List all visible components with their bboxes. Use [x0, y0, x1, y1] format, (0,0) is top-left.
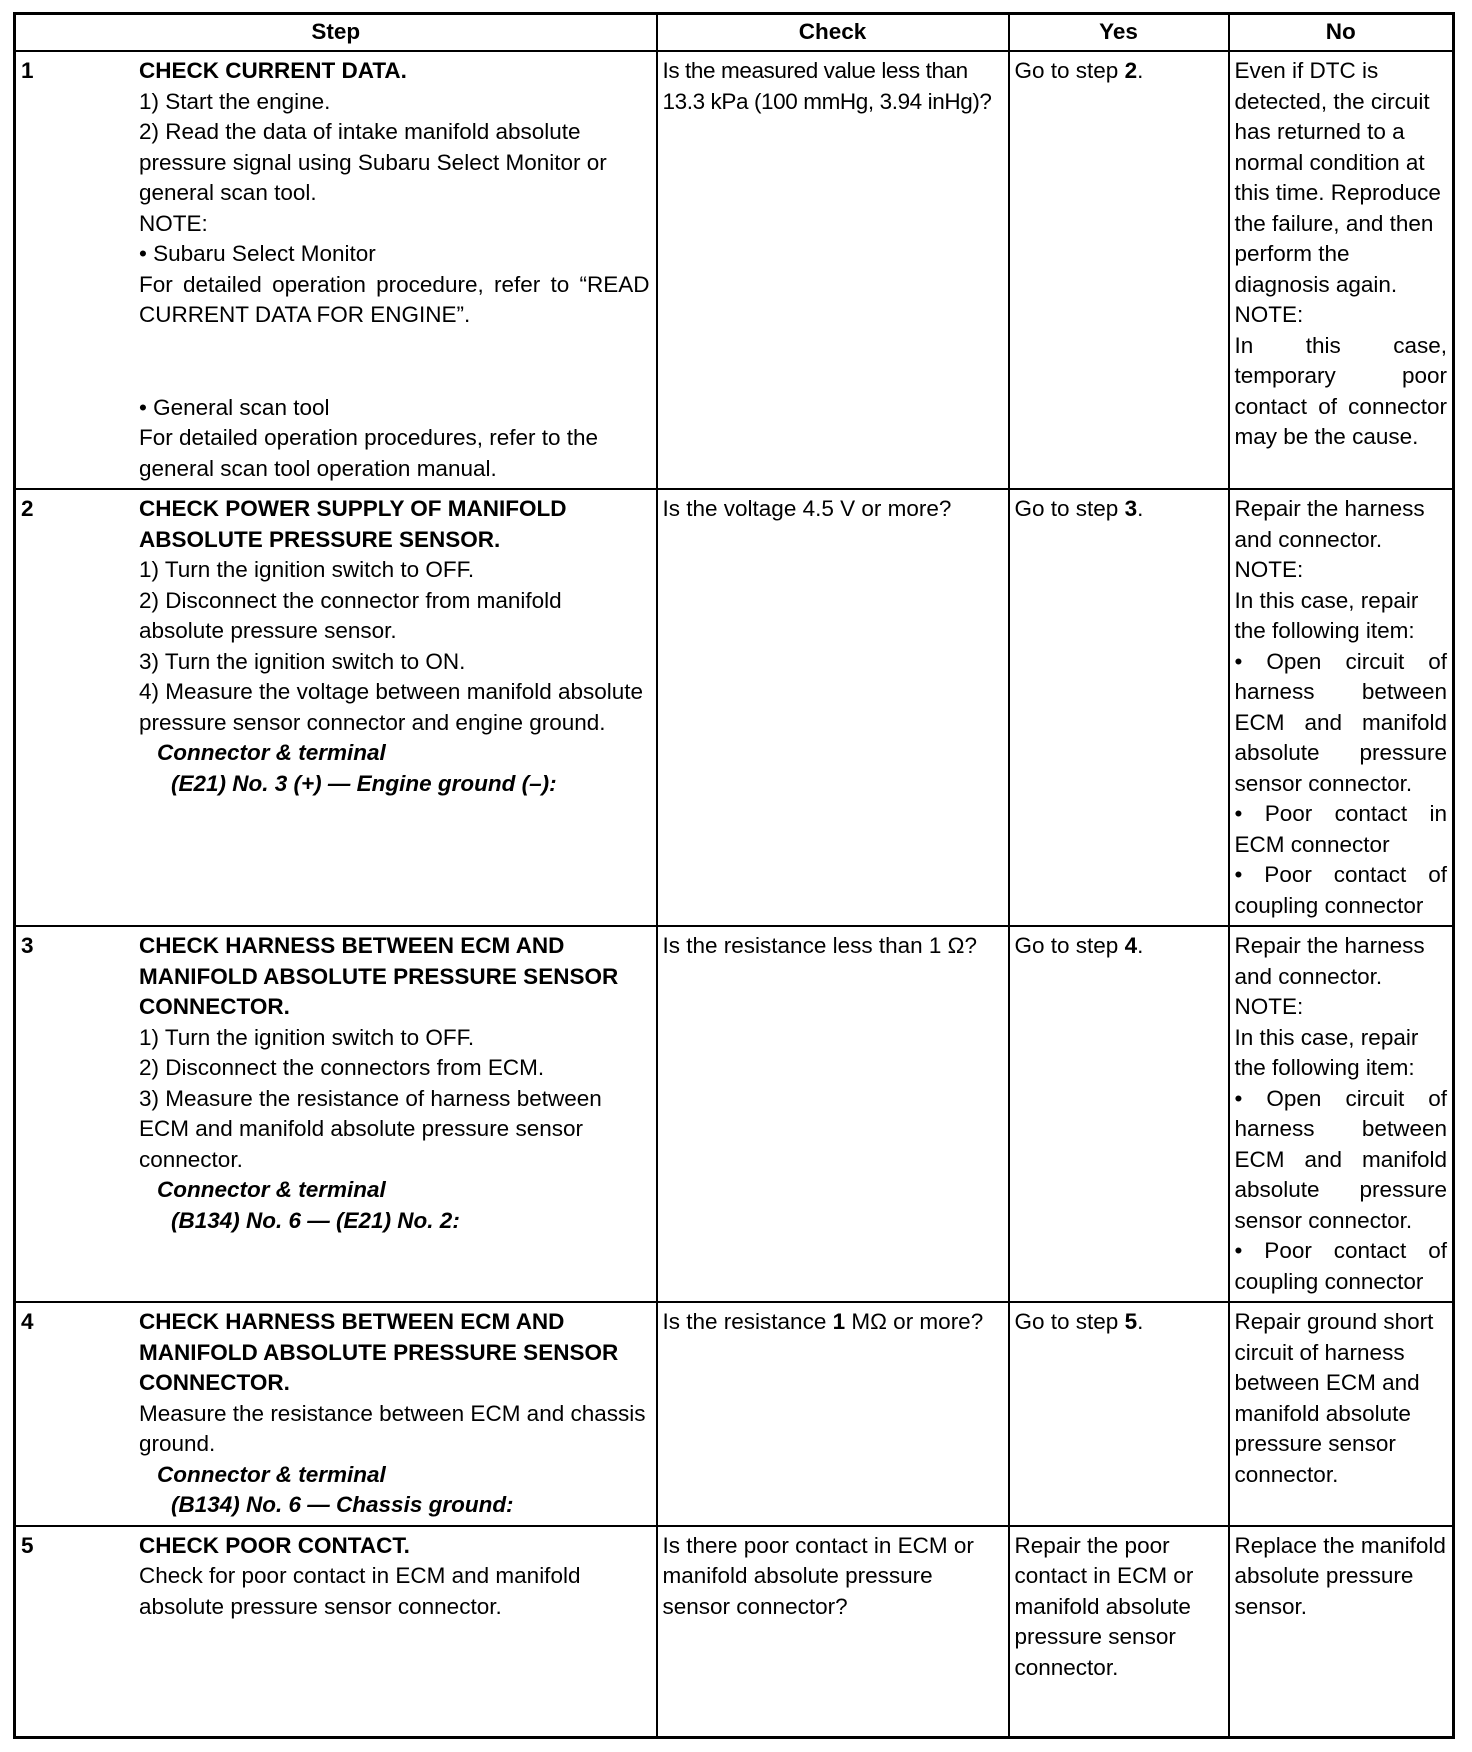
- yes-step-number: 3: [1124, 496, 1138, 521]
- step-number: 1: [21, 58, 34, 83]
- yes-cell: [1009, 926, 1229, 1302]
- header-no: No: [1229, 14, 1454, 52]
- step-title: CHECK POOR CONTACT.: [139, 1532, 410, 1558]
- yes-cell: [1009, 51, 1229, 489]
- table-row: [15, 1302, 1454, 1526]
- step-number: 2: [21, 496, 34, 521]
- header-check: Check: [657, 14, 1009, 52]
- no-text: Even if DTC is detected, the circuit has returned to a normal condition at this time. Reproduce the failure, and then perform the diagnosis again.: [1234, 58, 1441, 297]
- no-cell: [1229, 489, 1454, 926]
- note-label: NOTE:: [1234, 994, 1304, 1019]
- no-cell: [1229, 51, 1454, 489]
- check-cell: [657, 1302, 1009, 1526]
- step-instruction: 1) Turn the ignition switch to OFF.: [139, 1024, 475, 1050]
- step-instruction: 2) Disconnect the connector from manifold absolute pressure sensor.: [139, 587, 562, 643]
- connector-label: Connector & terminal: [157, 1177, 386, 1202]
- step-number: 3: [21, 933, 34, 958]
- no-text: Replace the manifold absolute pressure sensor.: [1234, 1532, 1446, 1619]
- step-title: CHECK HARNESS BETWEEN ECM AND MANIFOLD ABSOLUTE PRESSURE SENSOR CONNECTOR.: [139, 933, 619, 1019]
- step-instruction: 3) Measure the resistance of harness between ECM and manifold absolute pressure sensor connector.: [139, 1085, 602, 1172]
- no-cell: [1229, 1526, 1454, 1738]
- note-label: NOTE:: [1234, 302, 1304, 327]
- diagnostic-procedure-sheet: [13, 12, 1452, 1739]
- step-instruction: Check for poor contact in ECM and manifold absolute pressure sensor connector.: [139, 1563, 581, 1619]
- step-cell: [15, 489, 657, 926]
- yes-suffix: .: [1137, 496, 1144, 521]
- note-text: In this case, temporary poor contact of connector may be the cause.: [1234, 332, 1447, 449]
- step-title: CHECK CURRENT DATA.: [139, 58, 407, 83]
- bullet-item: • Subaru Select Monitor: [139, 241, 376, 266]
- no-item: • Open circuit of harness between ECM and manifold absolute pressure sensor connector.: [1234, 648, 1447, 796]
- check-cell: Is there poor contact in ECM or manifold absolute pressure sensor connector?: [657, 1526, 1009, 1738]
- yes-suffix: .: [1137, 58, 1144, 83]
- diagnostic-table: [13, 12, 1455, 1739]
- header-row: [15, 14, 1454, 52]
- no-item: • Poor contact of coupling connector: [1234, 1238, 1447, 1294]
- note-label: NOTE:: [1234, 557, 1304, 582]
- table-row: [15, 51, 1454, 489]
- step-number: 4: [21, 1309, 34, 1334]
- step-cell: [15, 926, 657, 1302]
- yes-text: Go to step: [1014, 1309, 1125, 1334]
- no-cell: [1229, 926, 1454, 1302]
- step-number: 5: [21, 1532, 34, 1558]
- bullet-item: • General scan tool: [139, 394, 330, 420]
- step-cell: [15, 51, 657, 489]
- no-text: Repair ground short circuit of harness between ECM and manifold absolute pressure sensor connector.: [1234, 1309, 1434, 1487]
- check-text: Is the resistance: [662, 1309, 833, 1334]
- yes-suffix: .: [1137, 1309, 1144, 1334]
- check-suffix: MΩ or more?: [845, 1309, 984, 1334]
- step-instruction: 4) Measure the voltage between manifold absolute pressure sensor connector and engine ground.: [139, 679, 644, 735]
- table-row: [15, 926, 1454, 1302]
- no-item: • Open circuit of harness between ECM and manifold absolute pressure sensor connector.: [1234, 1085, 1447, 1233]
- no-item: • Poor contact of coupling connector: [1234, 862, 1447, 918]
- note-text: In this case, repair the following item:: [1234, 587, 1419, 643]
- yes-text: Go to step: [1014, 933, 1125, 958]
- step-title: CHECK POWER SUPPLY OF MANIFOLD ABSOLUTE PRESSURE SENSOR.: [139, 496, 567, 552]
- yes-text: Go to step: [1014, 58, 1125, 83]
- table-row: [15, 489, 1454, 926]
- connector-value: (B134) No. 6 — (E21) No. 2:: [171, 1207, 460, 1233]
- check-value: 1: [832, 1309, 846, 1334]
- step-instruction: 3) Turn the ignition switch to ON.: [139, 648, 466, 674]
- yes-step-number: 2: [1124, 58, 1138, 83]
- no-text: Repair the harness and connector.: [1234, 496, 1425, 552]
- note-text: In this case, repair the following item:: [1234, 1024, 1419, 1080]
- yes-cell: [1009, 1302, 1229, 1526]
- step-instruction: Measure the resistance between ECM and chassis ground.: [139, 1400, 646, 1456]
- yes-text: Go to step: [1014, 496, 1125, 521]
- connector-value: (B134) No. 6 — Chassis ground:: [171, 1492, 514, 1517]
- header-step: Step: [15, 14, 657, 52]
- step-cell: [15, 1302, 657, 1526]
- no-item: • Poor contact in ECM connector: [1234, 801, 1447, 857]
- step-instruction: 2) Disconnect the connectors from ECM.: [139, 1055, 545, 1080]
- yes-step-number: 4: [1124, 933, 1138, 958]
- note-label: NOTE:: [139, 210, 208, 236]
- no-text: Repair the harness and connector.: [1234, 933, 1425, 989]
- yes-cell: [1009, 489, 1229, 926]
- yes-cell: Repair the poor contact in ECM or manifold absolute pressure sensor connector.: [1009, 1526, 1229, 1738]
- step-instruction: 2) Read the data of intake manifold absolute pressure signal using Subaru Select Monitor or general scan tool.: [139, 119, 607, 205]
- yes-suffix: .: [1137, 933, 1144, 958]
- table-row: [15, 1526, 1454, 1738]
- connector-label: Connector & terminal: [157, 740, 386, 765]
- connector-label: Connector & terminal: [157, 1461, 386, 1487]
- step-instruction: 1) Start the engine.: [139, 88, 331, 114]
- yes-step-number: 5: [1124, 1309, 1138, 1334]
- bullet-text: For detailed operation procedures, refer to the general scan tool operation manual.: [139, 425, 599, 481]
- bullet-text: For detailed operation procedure, refer to “READ CURRENT DATA FOR ENGINE”.: [139, 271, 650, 327]
- check-cell: Is the voltage 4.5 V or more?: [657, 489, 1009, 926]
- no-cell: [1229, 1302, 1454, 1526]
- header-yes: Yes: [1009, 14, 1229, 52]
- check-cell: Is the measured value less than 13.3 kPa (100 mmHg, 3.94 inHg)?: [657, 51, 1009, 489]
- step-instruction: 1) Turn the ignition switch to OFF.: [139, 557, 475, 582]
- step-title: CHECK HARNESS BETWEEN ECM AND MANIFOLD ABSOLUTE PRESSURE SENSOR CONNECTOR.: [139, 1309, 619, 1395]
- connector-value: (E21) No. 3 (+) — Engine ground (–):: [171, 770, 557, 796]
- step-cell: [15, 1526, 657, 1738]
- check-cell: Is the resistance less than 1 Ω?: [657, 926, 1009, 1302]
